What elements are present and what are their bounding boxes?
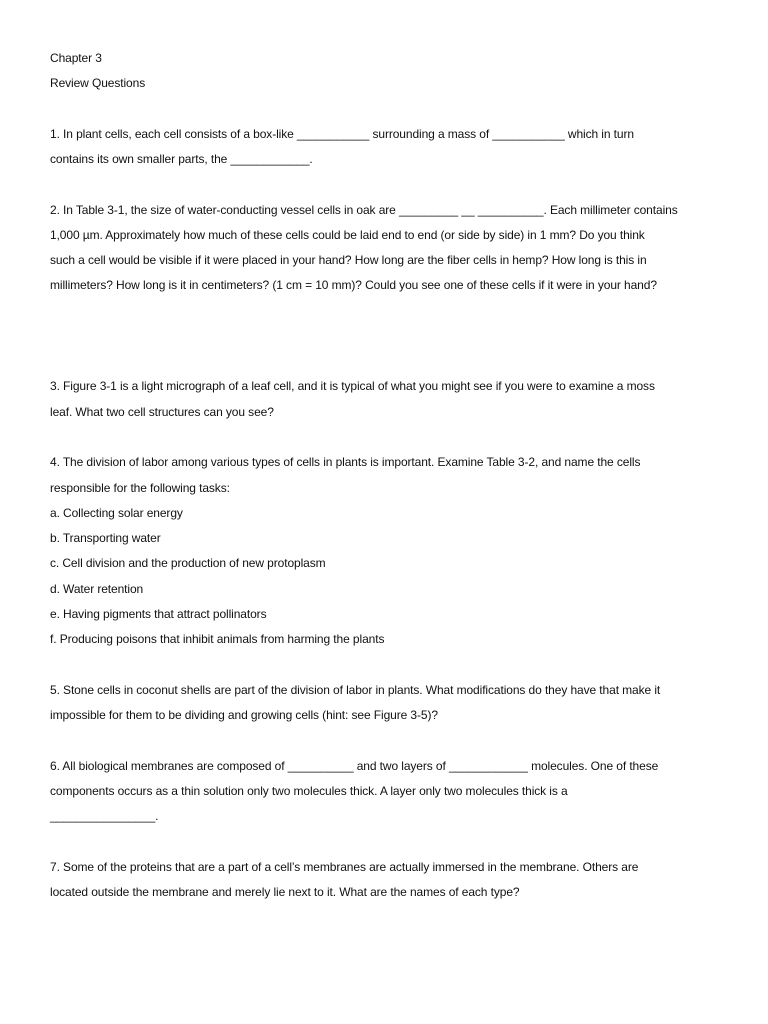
task-item: c. Cell division and the production of new protoplasm [50,556,326,570]
question-line: impossible for them to be dividing and growing cells (hint: see Figure 3-5)? [50,708,438,722]
question-line: components occurs as a thin solution only two molecules thick. A layer only two molecules thick is a [50,784,568,798]
question-line: 1. In plant cells, each cell consists of a box-like ___________ surrounding a mass of ___________ which in turn [50,127,634,141]
chapter-heading: Chapter 3 [50,51,102,65]
question-line: millimeters? How long is it in centimeters? (1 cm = 10 mm)? Could you see one of these cells if it were in your hand? [50,278,657,292]
question-line: such a cell would be visible if it were placed in your hand? How long are the fiber cells in hemp? How long is this in [50,253,647,267]
question-line: 4. The division of labor among various types of cells in plants is important. Examine Table 3-2, and name the cells [50,455,641,469]
question-line: leaf. What two cell structures can you see? [50,405,274,419]
question-line: contains its own smaller parts, the ____________. [50,152,313,166]
question-line: 5. Stone cells in coconut shells are part of the division of labor in plants. What modifications do they have that make it [50,683,661,697]
question-line: 7. Some of the proteins that are a part of a cell’s membranes are actually immersed in the membrane. Others are [50,860,639,874]
task-item: f. Producing poisons that inhibit animals from harming the plants [50,632,385,646]
question-line: 3. Figure 3-1 is a light micrograph of a leaf cell, and it is typical of what you might see if you were to examine a moss [50,379,655,393]
task-item: a. Collecting solar energy [50,506,183,520]
question-line: 6. All biological membranes are composed of __________ and two layers of ____________ molecules. One of these [50,759,659,773]
question-line: 2. In Table 3-1, the size of water-conducting vessel cells in oak are _________ __ __________. Each millimeter contains [50,203,678,217]
task-item: b. Transporting water [50,531,161,545]
question-line: responsible for the following tasks: [50,481,230,495]
question-line: 1,000 µm. Approximately how much of these cells could be laid end to end (or side by side) in 1 mm? Do you think [50,228,645,242]
task-item: d. Water retention [50,582,144,596]
task-item: e. Having pigments that attract pollinators [50,607,267,621]
section-subtitle: Review Questions [50,76,146,90]
question-line: ________________. [50,809,159,823]
question-line: located outside the membrane and merely lie next to it. What are the names of each type? [50,885,520,899]
